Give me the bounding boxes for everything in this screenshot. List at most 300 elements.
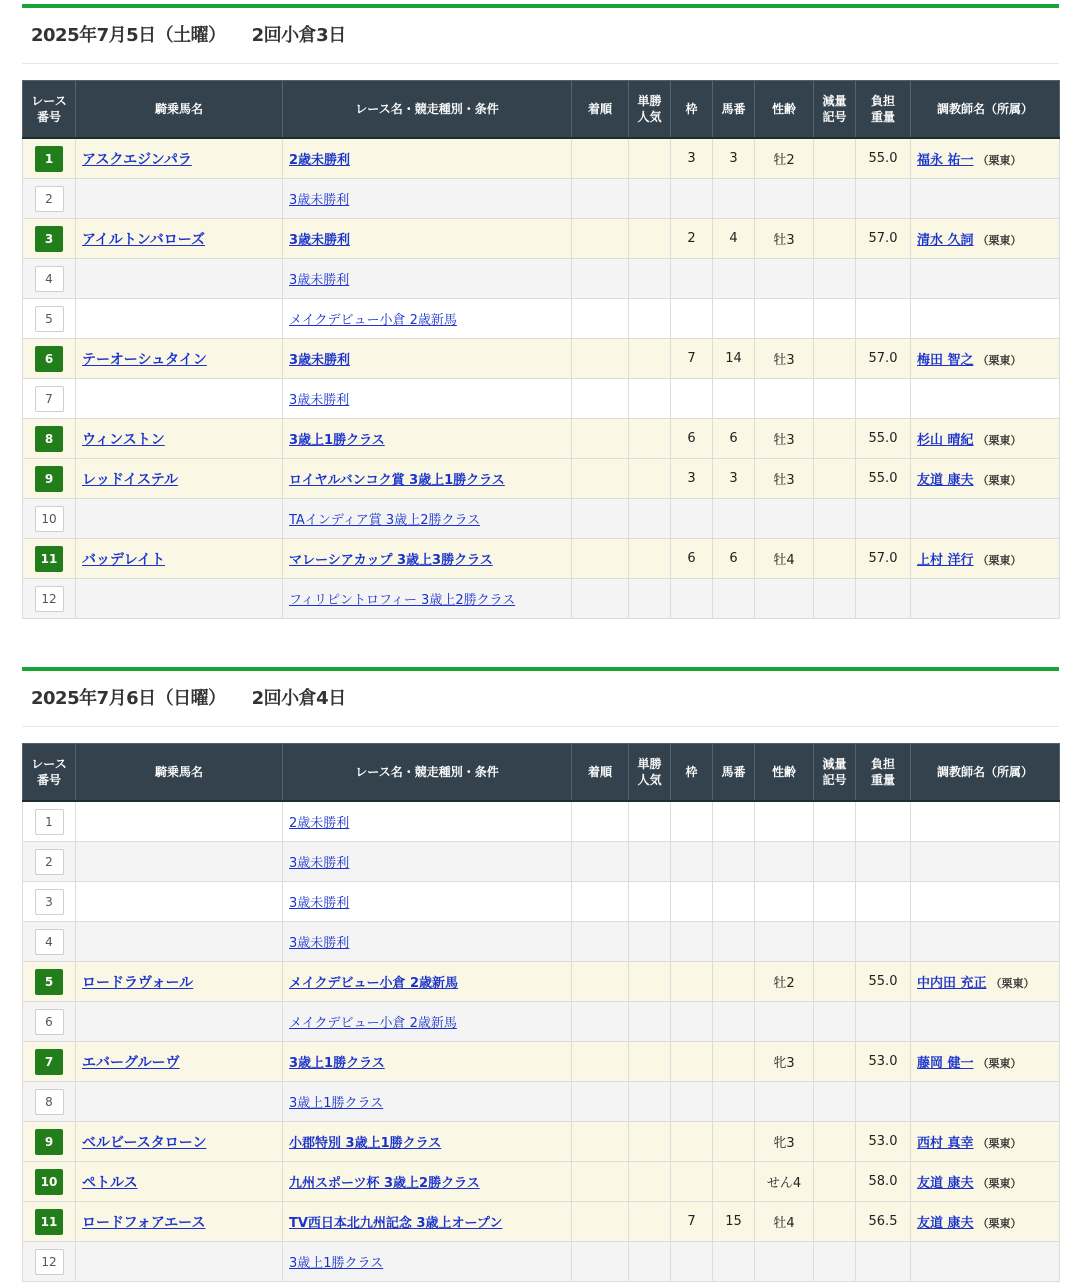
finish-cell (572, 499, 629, 539)
sex-age-cell: 牝3 (755, 1042, 814, 1082)
trainer-affiliation: （栗東） (977, 1137, 1022, 1150)
popularity-cell (629, 801, 671, 842)
race-name-link[interactable]: フィリピントロフィー 3歳上2勝クラス (289, 593, 516, 608)
race-name-link[interactable]: 3歳上1勝クラス (289, 1096, 384, 1111)
frame-cell (671, 379, 713, 419)
frame-cell (671, 1042, 713, 1082)
trainer-affiliation: （栗東） (977, 1177, 1022, 1190)
race-number-badge: 8 (35, 426, 63, 452)
race-number-cell (23, 579, 76, 619)
race-row (23, 259, 1060, 299)
sex-age-cell (755, 801, 814, 842)
race-number-cell (23, 339, 76, 379)
frame-cell (671, 1162, 713, 1202)
trainer-name-link[interactable]: 福永 祐一 (917, 153, 974, 168)
trainer-cell (911, 219, 1060, 259)
sex-age-cell (755, 1002, 814, 1042)
race-number-cell (23, 882, 76, 922)
trainer-cell (911, 1002, 1060, 1042)
race-row (23, 339, 1060, 379)
carried-weight-cell (856, 882, 911, 922)
horse-number-cell: 6 (713, 539, 755, 579)
race-name-link[interactable]: 3歳上1勝クラス (289, 1256, 384, 1271)
horse-number-cell (713, 1042, 755, 1082)
race-name-cell (283, 962, 572, 1002)
trainer-cell (911, 801, 1060, 842)
carried-weight-cell (856, 579, 911, 619)
horse-name-cell (76, 459, 283, 499)
race-number-badge: 6 (35, 346, 63, 372)
finish-cell (572, 379, 629, 419)
sex-age-cell (755, 842, 814, 882)
finish-cell (572, 1202, 629, 1242)
race-name-link[interactable]: 3歳未勝利 (289, 273, 350, 288)
carried-weight-cell: 55.0 (856, 459, 911, 499)
horse-number-cell (713, 922, 755, 962)
day-date: 2025年7月6日（日曜） (31, 688, 226, 709)
day-heading (22, 671, 1059, 727)
trainer-name-link[interactable]: 藤岡 健一 (917, 1056, 974, 1071)
table-header-row (23, 81, 1060, 139)
frame-cell: 7 (671, 339, 713, 379)
reduced-weight-cell (814, 1082, 856, 1122)
race-number-badge: 4 (35, 929, 64, 955)
reduced-weight-cell (814, 962, 856, 1002)
frame-cell: 2 (671, 219, 713, 259)
reduced-weight-cell (814, 842, 856, 882)
horse-name-cell (76, 1002, 283, 1042)
race-number-cell (23, 138, 76, 179)
sex-age-cell: 牡2 (755, 138, 814, 179)
trainer-cell (911, 138, 1060, 179)
horse-name-cell (76, 579, 283, 619)
race-name-link[interactable]: 2歳未勝利 (289, 153, 351, 168)
finish-cell (572, 339, 629, 379)
race-name-link[interactable]: 3歳未勝利 (289, 936, 350, 951)
horse-name-link[interactable]: エバーグルーヴ (82, 1054, 180, 1071)
trainer-cell (911, 179, 1060, 219)
race-row (23, 882, 1060, 922)
race-name-cell (283, 922, 572, 962)
col-finish: 着順 (572, 744, 629, 802)
reduced-weight-cell (814, 1202, 856, 1242)
sex-age-cell (755, 922, 814, 962)
horse-name-cell (76, 1202, 283, 1242)
race-row (23, 1002, 1060, 1042)
popularity-cell (629, 1162, 671, 1202)
trainer-cell (911, 499, 1060, 539)
frame-cell (671, 1122, 713, 1162)
trainer-cell (911, 1202, 1060, 1242)
horse-number-cell (713, 499, 755, 539)
race-name-link[interactable]: メイクデビュー小倉 2歳新馬 (289, 313, 457, 328)
race-number-badge: 11 (35, 546, 63, 572)
sex-age-cell (755, 579, 814, 619)
race-number-badge: 6 (35, 1009, 64, 1035)
race-number-badge: 2 (35, 186, 64, 212)
finish-cell (572, 1082, 629, 1122)
reduced-weight-cell (814, 1042, 856, 1082)
race-name-link[interactable]: 九州スポーツ杯 3歳上2勝クラス (289, 1176, 480, 1191)
race-name-cell (283, 1002, 572, 1042)
finish-cell (572, 1002, 629, 1042)
sex-age-cell: 牡3 (755, 219, 814, 259)
reduced-weight-cell (814, 138, 856, 179)
frame-cell (671, 579, 713, 619)
horse-name-link[interactable]: ペトルス (82, 1174, 138, 1191)
race-name-cell (283, 801, 572, 842)
trainer-affiliation: （栗東） (977, 234, 1022, 247)
race-row (23, 299, 1060, 339)
horse-number-cell (713, 259, 755, 299)
col-weight: 負担 重量 (856, 744, 911, 802)
sex-age-cell (755, 499, 814, 539)
popularity-cell (629, 882, 671, 922)
race-row (23, 379, 1060, 419)
race-name-cell (283, 219, 572, 259)
race-name-link[interactable]: TV西日本北九州記念 3歳上オープン (289, 1216, 503, 1231)
horse-number-cell: 3 (713, 459, 755, 499)
col-finish: 着順 (572, 81, 629, 139)
col-jockey-horse: 騎乗馬名 (76, 744, 283, 802)
finish-cell (572, 419, 629, 459)
table-header-row (23, 744, 1060, 802)
horse-number-cell: 15 (713, 1202, 755, 1242)
sex-age-cell (755, 1242, 814, 1282)
reduced-weight-cell (814, 922, 856, 962)
sex-age-cell: 牡4 (755, 539, 814, 579)
horse-number-cell (713, 962, 755, 1002)
frame-cell (671, 499, 713, 539)
carried-weight-cell (856, 179, 911, 219)
frame-cell (671, 1082, 713, 1122)
race-number-badge: 5 (35, 306, 64, 332)
carried-weight-cell (856, 499, 911, 539)
horse-name-cell (76, 179, 283, 219)
day-meeting: 2回小倉3日 (251, 25, 346, 46)
race-name-link[interactable]: 3歳未勝利 (289, 233, 351, 248)
col-weight: 負担 重量 (856, 81, 911, 139)
day-meeting: 2回小倉4日 (251, 688, 346, 709)
sex-age-cell (755, 1082, 814, 1122)
horse-name-cell (76, 801, 283, 842)
race-name-link[interactable]: ロイヤルバンコク賞 3歳上1勝クラス (289, 473, 505, 488)
race-number-badge: 7 (35, 386, 64, 412)
reduced-weight-cell (814, 801, 856, 842)
race-name-link[interactable]: メイクデビュー小倉 2歳新馬 (289, 1016, 457, 1031)
popularity-cell (629, 499, 671, 539)
trainer-cell (911, 339, 1060, 379)
horse-number-cell (713, 1002, 755, 1042)
trainer-cell (911, 1082, 1060, 1122)
frame-cell: 6 (671, 539, 713, 579)
trainer-name-link[interactable]: 杉山 晴紀 (917, 433, 974, 448)
race-name-link[interactable]: 3歳未勝利 (289, 193, 350, 208)
race-name-cell (283, 138, 572, 179)
trainer-name-link[interactable]: 友道 康夫 (917, 473, 974, 488)
sex-age-cell (755, 259, 814, 299)
carried-weight-cell (856, 379, 911, 419)
race-name-cell (283, 1242, 572, 1282)
race-name-link[interactable]: 3歳未勝利 (289, 353, 351, 368)
frame-cell (671, 962, 713, 1002)
carried-weight-cell (856, 801, 911, 842)
race-name-cell (283, 499, 572, 539)
race-number-cell (23, 219, 76, 259)
carried-weight-cell (856, 1002, 911, 1042)
race-number-badge: 9 (35, 1129, 63, 1155)
race-row (23, 962, 1060, 1002)
reduced-weight-cell (814, 179, 856, 219)
race-number-cell (23, 962, 76, 1002)
popularity-cell (629, 539, 671, 579)
horse-name-link[interactable]: バッデレイト (82, 551, 166, 568)
finish-cell (572, 579, 629, 619)
col-race-name: レース名・競走種別・条件 (283, 81, 572, 139)
race-number-badge: 3 (35, 889, 64, 915)
finish-cell (572, 459, 629, 499)
race-name-link[interactable]: 3歳未勝利 (289, 393, 350, 408)
race-name-link[interactable]: TAインディア賞 3歳上2勝クラス (289, 513, 481, 528)
race-name-cell (283, 419, 572, 459)
reduced-weight-cell (814, 419, 856, 459)
race-name-cell (283, 1122, 572, 1162)
race-number-badge: 1 (35, 809, 64, 835)
finish-cell (572, 801, 629, 842)
race-number-badge: 4 (35, 266, 64, 292)
carried-weight-cell: 55.0 (856, 419, 911, 459)
horse-name-link[interactable]: ウィンストン (82, 431, 165, 448)
race-name-cell (283, 1042, 572, 1082)
race-number-badge: 12 (35, 1249, 64, 1275)
horse-name-cell (76, 962, 283, 1002)
trainer-cell (911, 922, 1060, 962)
trainer-cell (911, 299, 1060, 339)
horse-number-cell (713, 801, 755, 842)
race-number-cell (23, 1242, 76, 1282)
reduced-weight-cell (814, 499, 856, 539)
trainer-name-link[interactable]: 梅田 智之 (917, 353, 974, 368)
col-sex-age: 性齢 (755, 81, 814, 139)
horse-number-cell: 6 (713, 419, 755, 459)
trainer-name-link[interactable]: 上村 洋行 (917, 553, 974, 568)
race-row (23, 138, 1060, 179)
race-name-link[interactable]: 3歳上1勝クラス (289, 1056, 385, 1071)
reduced-weight-cell (814, 579, 856, 619)
race-name-cell (283, 179, 572, 219)
reduced-weight-cell (814, 1002, 856, 1042)
race-name-cell (283, 259, 572, 299)
day-section-1 (22, 4, 1059, 608)
race-name-link[interactable]: 2歳未勝利 (289, 816, 350, 831)
carried-weight-cell: 57.0 (856, 539, 911, 579)
trainer-affiliation: （栗東） (990, 977, 1035, 990)
frame-cell (671, 842, 713, 882)
horse-number-cell (713, 179, 755, 219)
finish-cell (572, 922, 629, 962)
frame-cell (671, 259, 713, 299)
race-row (23, 219, 1060, 259)
horse-number-cell (713, 842, 755, 882)
sex-age-cell (755, 882, 814, 922)
race-name-link[interactable]: 3歳未勝利 (289, 856, 350, 871)
carried-weight-cell: 57.0 (856, 339, 911, 379)
finish-cell (572, 1242, 629, 1282)
race-name-cell (283, 579, 572, 619)
horse-number-cell (713, 882, 755, 922)
trainer-cell (911, 1122, 1060, 1162)
col-frame: 枠 (671, 744, 713, 802)
race-name-link[interactable]: 小郡特別 3歳上1勝クラス (289, 1136, 442, 1151)
race-row (23, 1082, 1060, 1122)
race-name-cell (283, 299, 572, 339)
race-row (23, 1202, 1060, 1242)
popularity-cell (629, 379, 671, 419)
race-number-cell (23, 922, 76, 962)
horse-name-cell (76, 842, 283, 882)
race-number-cell (23, 499, 76, 539)
popularity-cell (629, 962, 671, 1002)
finish-cell (572, 1042, 629, 1082)
race-number-badge: 5 (35, 969, 63, 995)
trainer-affiliation: （栗東） (977, 554, 1022, 567)
popularity-cell (629, 339, 671, 379)
trainer-affiliation: （栗東） (977, 434, 1022, 447)
reduced-weight-cell (814, 1162, 856, 1202)
carried-weight-cell: 56.5 (856, 1202, 911, 1242)
sex-age-cell (755, 379, 814, 419)
finish-cell (572, 842, 629, 882)
frame-cell: 3 (671, 138, 713, 179)
trainer-cell (911, 1162, 1060, 1202)
finish-cell (572, 1122, 629, 1162)
col-race-no: レース 番号 (23, 744, 76, 802)
carried-weight-cell: 55.0 (856, 962, 911, 1002)
race-name-cell (283, 842, 572, 882)
reduced-weight-cell (814, 1122, 856, 1162)
race-number-badge: 11 (35, 1209, 63, 1235)
horse-name-cell (76, 539, 283, 579)
sex-age-cell (755, 179, 814, 219)
day-heading (22, 8, 1059, 64)
trainer-cell (911, 379, 1060, 419)
horse-number-cell (713, 299, 755, 339)
popularity-cell (629, 419, 671, 459)
race-name-link[interactable]: 3歳上1勝クラス (289, 433, 385, 448)
race-number-cell (23, 1002, 76, 1042)
popularity-cell (629, 842, 671, 882)
col-reduced: 減量 記号 (814, 81, 856, 139)
trainer-name-link[interactable]: 友道 康夫 (917, 1176, 974, 1191)
horse-name-cell (76, 882, 283, 922)
horse-name-link[interactable]: テーオーシュタイン (82, 351, 207, 368)
finish-cell (572, 882, 629, 922)
carried-weight-cell (856, 842, 911, 882)
horse-name-link[interactable]: アイルトンバローズ (82, 231, 206, 248)
popularity-cell (629, 459, 671, 499)
race-number-badge: 1 (35, 146, 63, 172)
horse-name-cell (76, 259, 283, 299)
carried-weight-cell: 53.0 (856, 1122, 911, 1162)
horse-number-cell: 4 (713, 219, 755, 259)
sex-age-cell: 牡4 (755, 1202, 814, 1242)
sex-age-cell: 牡2 (755, 962, 814, 1002)
horse-name-cell (76, 379, 283, 419)
trainer-name-link[interactable]: 西村 真幸 (917, 1136, 974, 1151)
reduced-weight-cell (814, 459, 856, 499)
horse-name-link[interactable]: ベルビースタローン (82, 1134, 207, 1151)
horse-name-cell (76, 219, 283, 259)
race-row (23, 1162, 1060, 1202)
race-name-link[interactable]: メイクデビュー小倉 2歳新馬 (289, 976, 459, 991)
trainer-name-link[interactable]: 中内田 充正 (917, 976, 987, 991)
horse-name-link[interactable]: ロードフォアエース (82, 1214, 206, 1231)
col-horse-no: 馬番 (713, 744, 755, 802)
race-number-cell (23, 1202, 76, 1242)
horse-name-link[interactable]: レッドイステル (82, 471, 179, 488)
race-number-badge: 3 (35, 226, 63, 252)
race-name-cell (283, 379, 572, 419)
finish-cell (572, 259, 629, 299)
popularity-cell (629, 1242, 671, 1282)
race-name-cell (283, 1202, 572, 1242)
horse-number-cell (713, 1082, 755, 1122)
race-name-cell (283, 459, 572, 499)
carried-weight-cell (856, 1242, 911, 1282)
popularity-cell (629, 579, 671, 619)
race-row (23, 419, 1060, 459)
race-name-cell (283, 339, 572, 379)
col-race-no: レース 番号 (23, 81, 76, 139)
trainer-affiliation: （栗東） (977, 1057, 1022, 1070)
horse-name-link[interactable]: ロードラヴォール (82, 974, 194, 991)
race-name-link[interactable]: 3歳未勝利 (289, 896, 350, 911)
finish-cell (572, 138, 629, 179)
horse-name-cell (76, 1162, 283, 1202)
race-name-cell (283, 539, 572, 579)
race-number-badge: 8 (35, 1089, 64, 1115)
finish-cell (572, 179, 629, 219)
trainer-name-link[interactable]: 清水 久詞 (917, 233, 974, 248)
horse-name-link[interactable]: アスクエジンパラ (82, 151, 192, 168)
horse-number-cell (713, 1242, 755, 1282)
horse-number-cell (713, 1162, 755, 1202)
carried-weight-cell (856, 259, 911, 299)
frame-cell (671, 1002, 713, 1042)
race-number-badge: 2 (35, 849, 64, 875)
race-row (23, 579, 1060, 619)
frame-cell: 6 (671, 419, 713, 459)
horse-number-cell: 3 (713, 138, 755, 179)
trainer-cell (911, 1242, 1060, 1282)
carried-weight-cell: 55.0 (856, 138, 911, 179)
frame-cell: 7 (671, 1202, 713, 1242)
carried-weight-cell (856, 299, 911, 339)
race-number-cell (23, 179, 76, 219)
sex-age-cell: 牡3 (755, 339, 814, 379)
trainer-name-link[interactable]: 友道 康夫 (917, 1216, 974, 1231)
popularity-cell (629, 299, 671, 339)
sex-age-cell: 牡3 (755, 459, 814, 499)
reduced-weight-cell (814, 882, 856, 922)
frame-cell (671, 801, 713, 842)
race-name-link[interactable]: マレーシアカップ 3歳上3勝クラス (289, 553, 493, 568)
trainer-cell (911, 259, 1060, 299)
sex-age-cell: 牡3 (755, 419, 814, 459)
trainer-affiliation: （栗東） (977, 1217, 1022, 1230)
trainer-cell (911, 962, 1060, 1002)
popularity-cell (629, 179, 671, 219)
